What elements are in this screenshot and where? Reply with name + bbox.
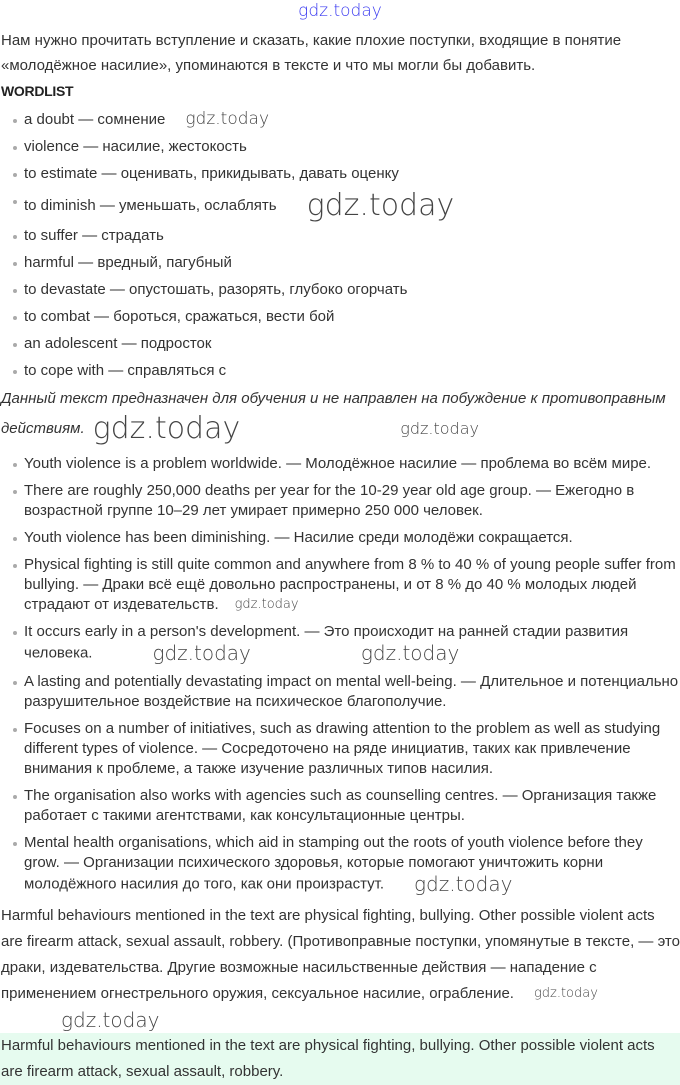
example-text: A lasting and potentially devastating impact on mental well-being. — Длительное и потенциально разрушительное воздействие на психическое благополучие. [24,673,679,710]
wordlist-item [1,251,680,278]
wordlist-item [1,189,680,224]
wordlist-item-text: to suffer — страдать [24,226,164,244]
wordlist-item [1,162,680,189]
wordlist-item-text: to estimate — оценивать, прикидывать, давать оценку [24,165,399,182]
watermark: gdz.today [533,985,598,1001]
example-item [1,622,680,665]
watermark: gdz.today [152,641,251,665]
answer-text: Harmful behaviours mentioned in the text are physical fighting, bullying. Other possible violent acts are firearm attack, sexual assault, robbery. (Противоправные поступки, упомянутые в тексте, — это драки, издевательства. Другие возможные насильственные действия — нападение с применением огнестрельного оружия, сексуальное насилие, ограбление. [1,907,680,1002]
wordlist-item [1,359,680,386]
answer [0,903,680,1033]
wordlist-item-text: an adolescent — подросток [24,334,212,352]
wordlist-item [1,305,680,332]
wordlist-item-text: to combat — бороться, сражаться, вести бой [24,307,335,325]
watermark: gdz.today [61,1007,160,1032]
example-item [1,454,680,474]
wordlist-item [1,332,680,359]
wordlist-heading: WORDLIST [1,83,74,99]
watermark: gdz.today [92,410,241,446]
wordlist [0,108,680,386]
example-text: Focuses on a number of initiatives, such as drawing attention to the problem as well as studying different types of violence. — Сосредоточено на ряде инициатив, таких как привлечение внимания к проблеме, а также изучение различных типов насилия. [24,720,661,777]
example-item [1,719,680,779]
wordlist-item-text: a doubt — сомнение [24,111,166,128]
wordlist-item-text: to devastate — опустошать, разорять, глубоко огорчать [24,280,408,298]
watermark: gdz.today [360,641,460,665]
example-text: Physical fighting is still quite common and anywhere from 8 % to 40 % of young people suffer from bullying. — Драки всё ещё довольно распространены, и от 8 % до 40 % молодых людей страдают от издевательств. [24,556,676,613]
example-item [1,528,680,548]
watermark: gdz.today [185,109,269,130]
wordlist-item [1,135,680,162]
example-text: Mental health organisations, which aid in stamping out the roots of youth violence before they grow. — Организации психического здоровья, которые помогают уничтожить корни молодёжного насилия до того, как они произрастут. [24,834,643,893]
highlighted-answer: Harmful behaviours mentioned in the text are physical fighting, bullying. Other possible violent acts are firearm attack, sexual assault, robbery. [0,1033,680,1085]
intro-text: Нам нужно прочитать вступление и сказать, какие плохие поступки, входящие в понятие «молодёжное насилие», упоминаются в тексте и что мы могли бы добавить. [1,32,622,74]
example-item [1,555,680,615]
watermark: gdz.today [234,596,299,612]
example-item [1,481,680,521]
wordlist-item-text: to diminish — уменьшать, ослаблять [24,197,277,215]
wordlist-item [1,108,680,135]
wordlist-item-text: violence — насилие, жестокость [24,138,247,155]
example-item [1,786,680,826]
disclaimer-text: Данный текст предназначен для обучения и не направлен на побуждение к противоправным действиям. [1,389,666,437]
watermark: gdz.today [298,1,382,21]
example-item [1,833,680,896]
wordlist-item [1,278,680,305]
wordlist-item-text: to cope with — справляться с [24,361,227,379]
watermark: gdz.today [414,872,513,896]
example-text: The organisation also works with agencies such as counselling centres. — Организация также работает с такими агентствами, как консультационные центры. [24,787,657,824]
watermark: gdz.today [400,418,479,438]
wordlist-item-text: harmful — вредный, пагубный [24,253,232,271]
wordlist-item [1,224,680,251]
disclaimer [0,386,680,447]
example-text: It occurs early in a person's development. — Это происходит на ранней стадии развития человека. [24,623,629,662]
example-item [1,672,680,712]
watermark-row [0,0,680,28]
example-text: There are roughly 250,000 deaths per year for the 10-29 year old age group. — Ежегодно в возрастной группе 10–29 лет умирает примерно 250 000 человек. [24,482,635,519]
watermark: gdz.today [306,188,455,223]
example-sentences [0,454,680,896]
example-text: Youth violence has been diminishing. — Насилие среди молодёжи сокращается. [24,529,573,546]
example-text: Youth violence is a problem worldwide. — Молодёжное насилие — проблема во всём мире. [24,455,652,472]
